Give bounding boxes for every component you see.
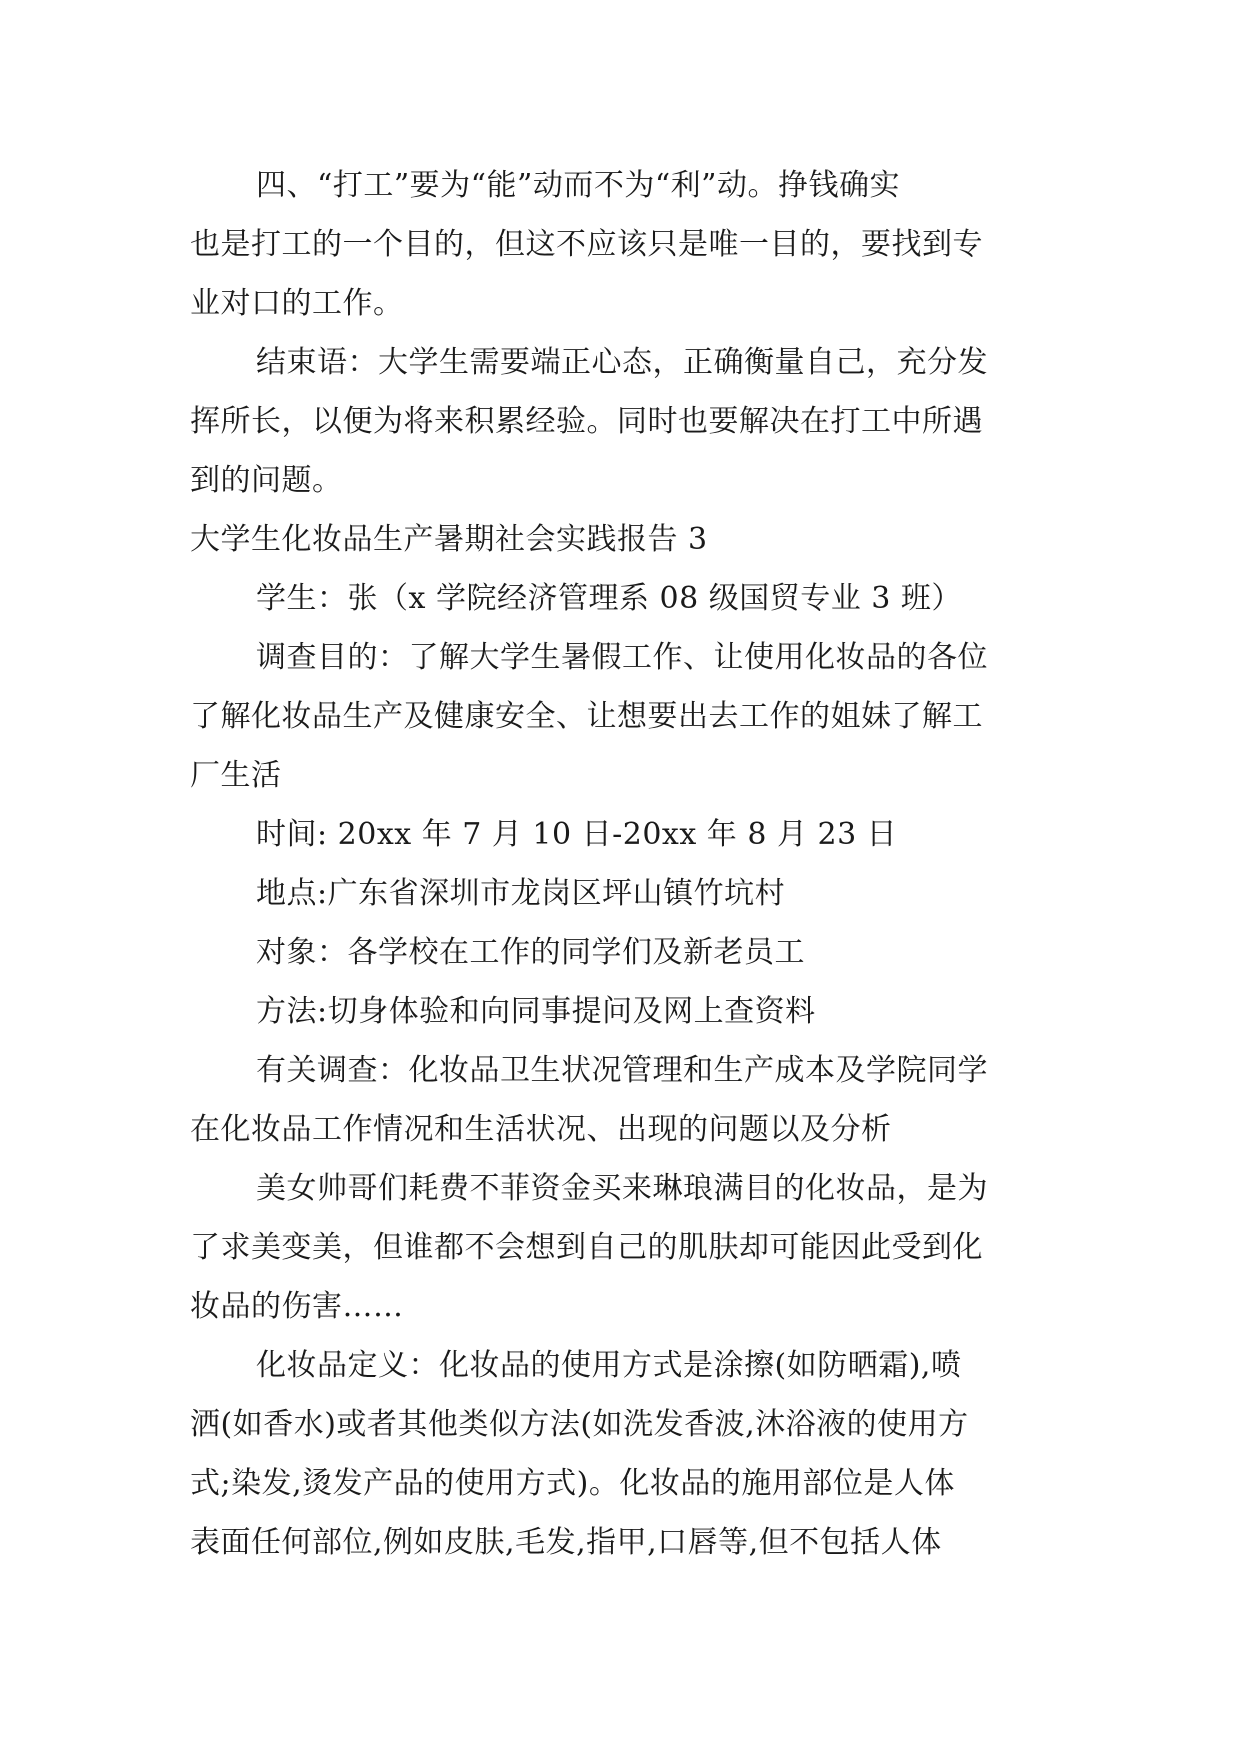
text-line: 方法:切身体验和向同事提问及网上查资料 [256, 994, 816, 1029]
text-line: 调查目的：了解大学生暑假工作、让使用化妆品的各位 [256, 640, 988, 675]
text-line: 挥所长，以便为将来积累经验。同时也要解决在打工中所遇 [190, 404, 983, 439]
text-line: 业对口的工作。 [190, 286, 404, 321]
text-line: 化妆品定义：化妆品的使用方式是涂擦(如防晒霜),喷 [256, 1348, 962, 1383]
text-line: 到的问题。 [190, 463, 343, 498]
text-line: 学生：张（x 学院经济管理系 08 级国贸专业 3 班） [256, 581, 962, 616]
text-line: 地点:广东省深圳市龙岗区坪山镇竹坑村 [256, 876, 786, 911]
text-line: 对象：各学校在工作的同学们及新老员工 [256, 935, 805, 970]
text-line: 有关调查：化妆品卫生状况管理和生产成本及学院同学 [256, 1053, 988, 1088]
text-line: 四、“打工”要为“能”动而不为“利”动。挣钱确实 [256, 168, 901, 203]
text-line: 时间: 20xx 年 7 月 10 日-20xx 年 8 月 23 日 [256, 817, 898, 852]
text-line: 了解化妆品生产及健康安全、让想要出去工作的姐妹了解工 [190, 699, 983, 734]
text-line: 结束语：大学生需要端正心态，正确衡量自己，充分发 [256, 345, 988, 380]
text-line: 厂生活 [190, 758, 282, 793]
text-line: 表面任何部位,例如皮肤,毛发,指甲,口唇等,但不包括人体 [190, 1525, 942, 1560]
section-title: 大学生化妆品生产暑期社会实践报告 3 [190, 522, 708, 557]
text-line: 也是打工的一个目的，但这不应该只是唯一目的，要找到专 [190, 227, 983, 262]
text-line: 了求美变美，但谁都不会想到自己的肌肤却可能因此受到化 [190, 1230, 983, 1265]
text-line: 式;染发,烫发产品的使用方式)。化妆品的施用部位是人体 [190, 1466, 955, 1501]
text-line: 妆品的伤害…… [190, 1289, 404, 1324]
text-line: 美女帅哥们耗费不菲资金买来琳琅满目的化妆品，是为 [256, 1171, 988, 1206]
text-line: 洒(如香水)或者其他类似方法(如洗发香波,沐浴液的使用方 [190, 1407, 969, 1442]
document-body [190, 156, 1050, 1572]
text-line: 在化妆品工作情况和生活状况、出现的问题以及分析 [190, 1112, 892, 1147]
